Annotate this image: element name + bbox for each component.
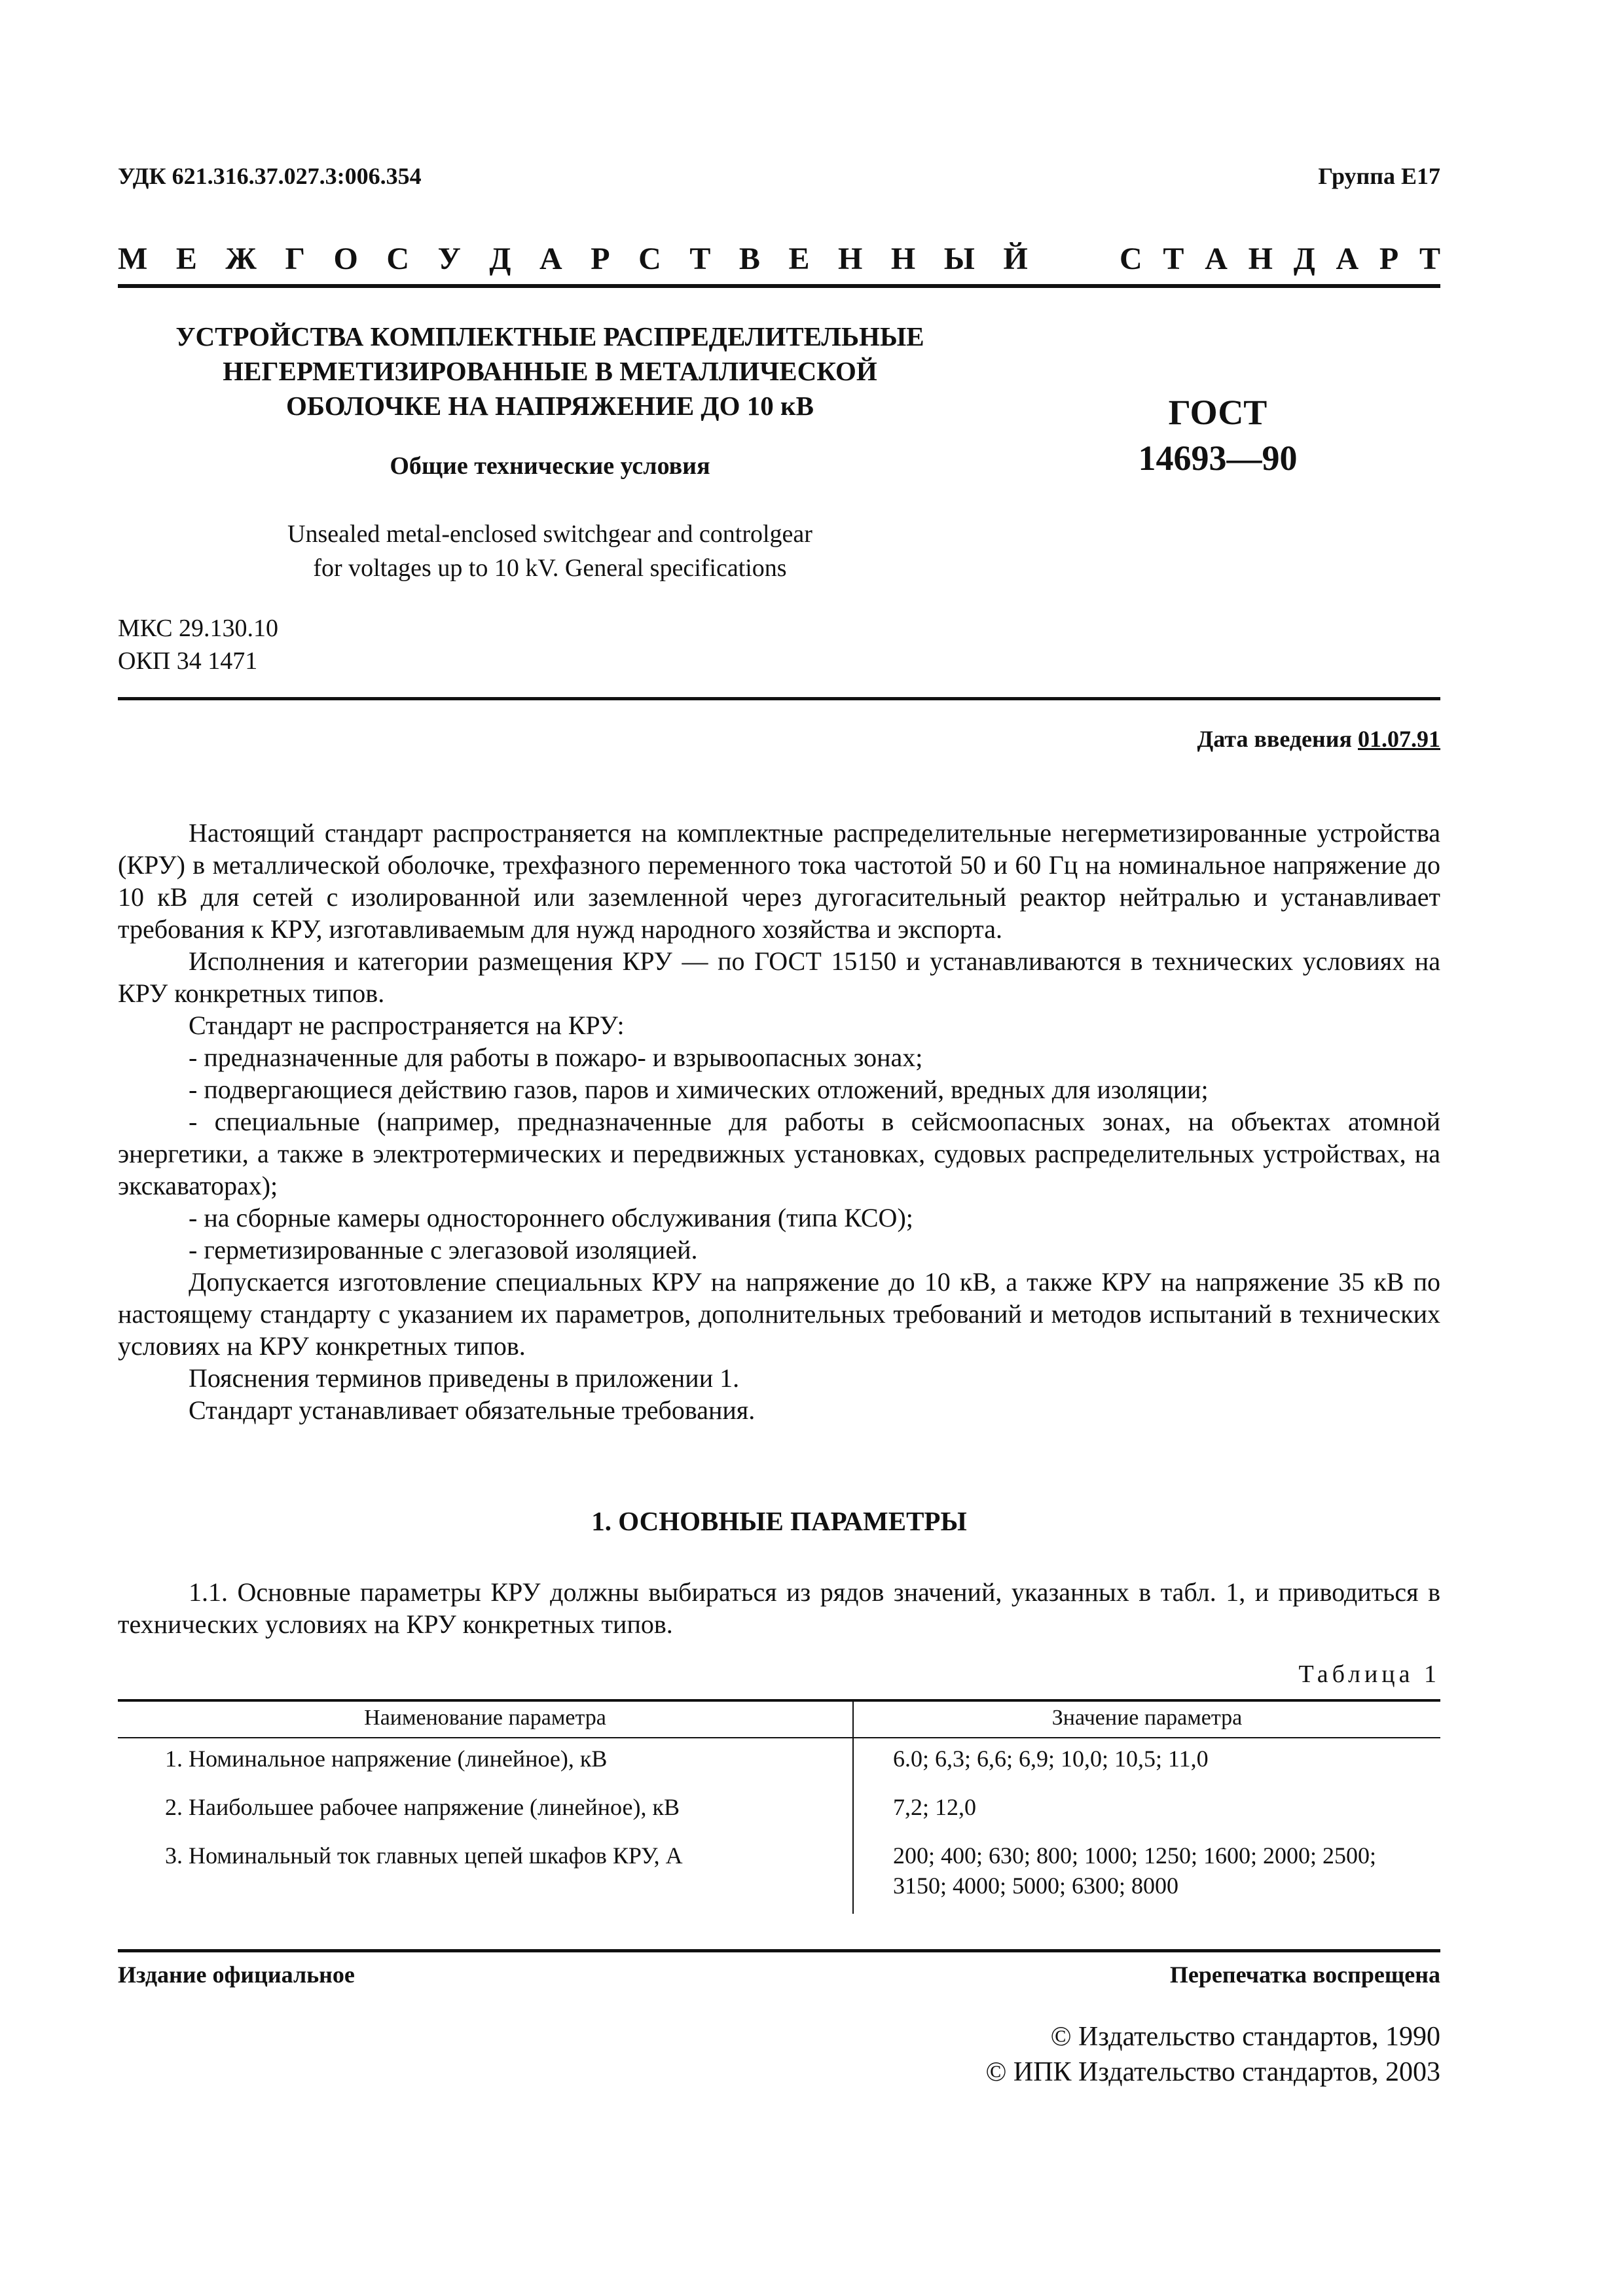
list-item: - подвергающиеся действию газов, паров и химических отложений, вредных для изоляции;: [189, 1075, 1209, 1104]
banner-letter: У: [437, 241, 461, 276]
banner-rule: [118, 284, 1440, 288]
table-row: [118, 1787, 1440, 1835]
table-cell: 3. Номинальный ток главных цепей шкафов КРУ, А: [118, 1835, 853, 1914]
copyright-line: © ИПК Издательство стандартов, 2003: [985, 2057, 1440, 2087]
banner-word-2: [1120, 241, 1440, 277]
copyright-line: © Издательство стандартов, 1990: [1050, 2022, 1440, 2052]
banner-letter: С: [386, 241, 410, 276]
footer-rule: [118, 1949, 1440, 1952]
document-subtitle-wrap: [118, 452, 982, 480]
table-header-row: [118, 1700, 1440, 1738]
banner-letter: С: [638, 241, 661, 276]
banner-letter: Т: [1419, 241, 1440, 276]
banner-letter: А: [1336, 241, 1359, 276]
reprint-notice: Перепечатка воспрещена: [1169, 1962, 1440, 1988]
banner-letter: А: [1205, 241, 1228, 276]
table-cell: 1. Номинальное напряжение (линейное), кВ: [118, 1738, 853, 1787]
title-line: НЕГЕРМЕТИЗИРОВАННЫЕ В МЕТАЛЛИЧЕСКОЙ: [223, 356, 877, 386]
banner-letter: Ы: [943, 241, 975, 276]
banner-word-1: [118, 241, 1028, 277]
title-line: ОБОЛОЧКЕ НА НАПРЯЖЕНИЕ ДО 10 кВ: [286, 391, 814, 421]
banner-letter: М: [118, 241, 148, 276]
table-cell: 6.0; 6,3; 6,6; 6,9; 10,0; 10,5; 11,0: [893, 1746, 1209, 1772]
table-caption: Таблица 1: [1298, 1660, 1440, 1688]
section-text: [118, 1576, 1440, 1640]
list-item: - на сборные камеры одностороннего обслуживания (типа КСО);: [189, 1203, 913, 1232]
table-cell: 2. Наибольшее рабочее напряжение (линейное), кВ: [118, 1787, 853, 1835]
document-subtitle: Общие технические условия: [390, 452, 710, 480]
table-cell: 7,2; 12,0: [893, 1794, 977, 1820]
body-text: [118, 817, 1440, 1426]
gost-number: 14693—90: [1138, 439, 1298, 478]
copyright-block: [985, 2019, 1440, 2090]
official-edition: Издание официальное: [118, 1962, 355, 1988]
intro-date-label: Дата введения: [1197, 726, 1358, 752]
table-row: [118, 1738, 1440, 1787]
paragraph: Стандарт устанавливает обязательные требования.: [189, 1395, 756, 1425]
english-title-line: Unsealed metal-enclosed switchgear and controlgear: [287, 520, 812, 548]
banner-letter: Ж: [225, 241, 257, 276]
table-cell: 200; 400; 630; 800; 1000; 1250; 1600; 2000; 2500; 3150; 4000; 5000; 6300; 8000: [893, 1842, 1377, 1899]
parameters-table: [118, 1699, 1440, 1914]
list-item: - герметизированные с элегазовой изоляцией.: [189, 1235, 698, 1265]
mks-code: МКС 29.130.10: [118, 615, 279, 642]
interstate-standard-banner: [118, 236, 1440, 281]
intro-date-value: 01.07.91: [1358, 726, 1440, 752]
banner-letter: Н: [1248, 241, 1273, 276]
banner-letter: С: [1120, 241, 1142, 276]
paragraph: 1.1. Основные параметры КРУ должны выбираться из рядов значений, указанных в табл. 1, и приводиться в технических условиях на КРУ конкретных типов.: [118, 1577, 1440, 1639]
banner-letter: Н: [890, 241, 916, 276]
banner-letter: Е: [788, 241, 810, 276]
gost-designation: [1048, 389, 1388, 481]
intro-date: [1197, 725, 1441, 753]
list-item: - специальные (например, предназначенные для работы в сейсмоопасных зонах, на объектах атомной энергетики, а также в электротермических и передвижных установках, судовых распределительных устройствах, на экскаваторах);: [118, 1107, 1440, 1200]
english-title-line: for voltages up to 10 kV. General specifications: [313, 554, 787, 582]
banner-letter: Й: [1003, 241, 1028, 276]
list-item: - предназначенные для работы в пожаро- и взрывоопасных зонах;: [189, 1043, 923, 1072]
column-header: Значение параметра: [853, 1700, 1440, 1738]
banner-letter: Р: [1379, 241, 1399, 276]
banner-letter: Е: [175, 241, 197, 276]
banner-letter: Р: [591, 241, 610, 276]
section-heading: 1. ОСНОВНЫЕ ПАРАМЕТРЫ: [591, 1506, 967, 1536]
document-title: [118, 319, 982, 423]
paragraph: Настоящий стандарт распространяется на комплектные распределительные негерметизированные устройства (КРУ) в металлической оболочке, трехфазного переменного тока частотой 50 и 60 Гц на номинальное напряжение до 10 кВ для сетей с изолированной или заземленной через дугогасительный реактор нейтралью и устанавливает требования к КРУ, изготавливаемым для нужд народного хозяйства и экспорта.: [118, 818, 1440, 944]
banner-letter: Д: [1293, 241, 1315, 276]
title-line: УСТРОЙСТВА КОМПЛЕКТНЫЕ РАСПРЕДЕЛИТЕЛЬНЫЕ: [175, 321, 924, 351]
banner-letter: Н: [838, 241, 863, 276]
banner-letter: В: [739, 241, 760, 276]
banner-letter: Т: [1163, 241, 1184, 276]
paragraph: Пояснения терминов приведены в приложении 1.: [189, 1363, 740, 1393]
udc-code: УДК 621.316.37.027.3:006.354: [118, 163, 422, 189]
column-header: Наименование параметра: [118, 1700, 853, 1738]
banner-letter: Г: [285, 241, 305, 276]
classification-codes: [118, 612, 278, 677]
paragraph: Исполнения и категории размещения КРУ — по ГОСТ 15150 и устанавливаются в технических условиях на КРУ конкретных типов.: [118, 946, 1440, 1008]
header-rule: [118, 697, 1440, 700]
banner-letter: Т: [689, 241, 711, 276]
paragraph: Стандарт не распространяется на КРУ:: [189, 1011, 625, 1040]
banner-letter: О: [333, 241, 358, 276]
gost-label: ГОСТ: [1168, 393, 1267, 432]
okp-code: ОКП 34 1471: [118, 647, 258, 675]
paragraph: Допускается изготовление специальных КРУ на напряжение до 10 кВ, а также КРУ на напряжение 35 кВ по настоящему стандарту с указанием их параметров, дополнительных требований и методов испытаний в технических условиях на КРУ конкретных типов.: [118, 1267, 1440, 1361]
group-code: Группа Е17: [1318, 163, 1440, 189]
table-row: [118, 1835, 1440, 1914]
english-title: [118, 517, 982, 585]
banner-letter: А: [539, 241, 562, 276]
banner-letter: Д: [489, 241, 511, 276]
